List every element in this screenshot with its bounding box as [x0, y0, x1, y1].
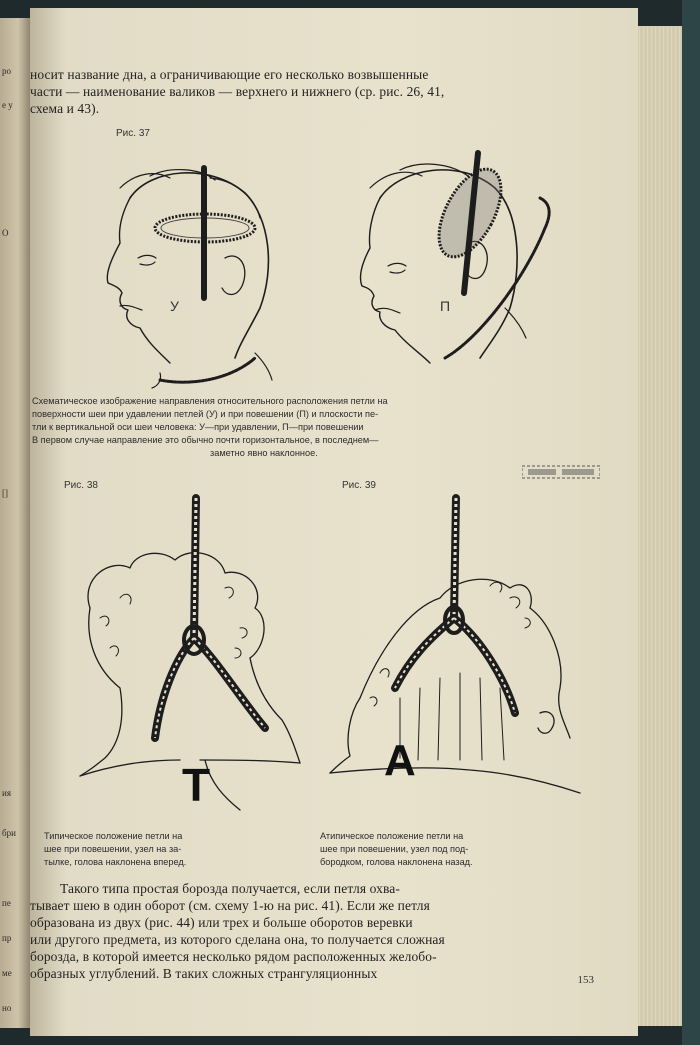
left-page-fragment: []	[2, 488, 8, 498]
fig37-head-hanging-illustration	[330, 148, 560, 388]
left-page-fragment: бри	[2, 828, 16, 838]
left-page-fragment: ро	[2, 66, 11, 76]
book-spine	[682, 0, 700, 1045]
body-line: образных углублений. В таких сложных странгуляционных	[30, 966, 378, 981]
left-page-fragment: е у	[2, 100, 13, 110]
fig38-label: Рис. 38	[64, 480, 98, 491]
left-page-fragment: пр	[2, 933, 12, 943]
fig37-caption-line: тли к вертикальной оси шеи человека: У—при удавлении, П—при повешении	[32, 422, 364, 432]
book-page	[30, 8, 638, 1036]
left-page-edge	[0, 18, 30, 1028]
fig37-head-strangulation-illustration	[60, 158, 290, 398]
body-line: борозда, в которой имеется несколько рядом расположенных желобо-	[30, 949, 437, 964]
fig38-mark: Т	[182, 759, 211, 811]
body-line: или другого предмета, из которого сделана она, то получается сложная	[30, 932, 445, 947]
fig37-caption-line: Схематическое изображение направления относительного расположения петли на	[32, 396, 388, 406]
fig39-caption-line: бородком, голова наклонена назад.	[320, 857, 473, 867]
left-page-fragment: О	[2, 228, 9, 238]
left-page-fragment: пе	[2, 898, 11, 908]
library-stamp-mark	[522, 463, 600, 481]
fig39-atypical-noose-illustration	[320, 498, 590, 828]
fig39-caption-line: Атипическое положение петли на	[320, 831, 464, 841]
fig39-label: Рис. 39	[342, 480, 376, 491]
fig37-label: Рис. 37	[116, 128, 150, 139]
fig37-mark-right: П	[440, 298, 451, 314]
fig38-caption-line: Типическое положение петли на	[44, 831, 183, 841]
left-page-fragment: ме	[2, 968, 12, 978]
fig37-mark-left: У	[170, 298, 179, 314]
body-line: Такого типа простая борозда получается, если петля охва-	[60, 881, 400, 896]
fig39-mark: А	[384, 736, 416, 785]
fig38-caption-line: шее при повешении, узел на за-	[44, 844, 182, 854]
page-number: 153	[577, 974, 594, 986]
intro-line: схема и 43).	[30, 101, 100, 116]
body-line: образована из двух (рис. 44) или трех и больше оборотов веревки	[30, 915, 413, 930]
intro-line: носит название дна, а ограничивающие его несколько возвышенные	[30, 67, 429, 82]
fig38-caption-line: тылке, голова наклонена вперед.	[44, 857, 187, 867]
fig37-caption-line: В первом случае направление это обычно почти горизонтальное, в последнем—	[32, 435, 379, 445]
page-edges	[636, 26, 688, 1026]
intro-line: части — наименование валиков — верхнего и нижнего (ср. рис. 26, 41,	[30, 84, 445, 99]
fig37-caption-line: поверхности шеи при удавлении петлей (У) и при повешении (П) и плоскости пе-	[32, 409, 379, 419]
left-page-fragment: но	[2, 1003, 12, 1013]
fig37-caption-line: заметно явно наклонное.	[210, 448, 318, 458]
fig38-typical-noose-illustration	[50, 498, 310, 828]
left-page-fragment: ия	[2, 788, 11, 798]
body-line: тывает шею в один оборот (см. схему 1-ю на рис. 41). Если же петля	[30, 898, 430, 913]
fig39-caption-line: шее при повешении, узел под под-	[320, 844, 469, 854]
